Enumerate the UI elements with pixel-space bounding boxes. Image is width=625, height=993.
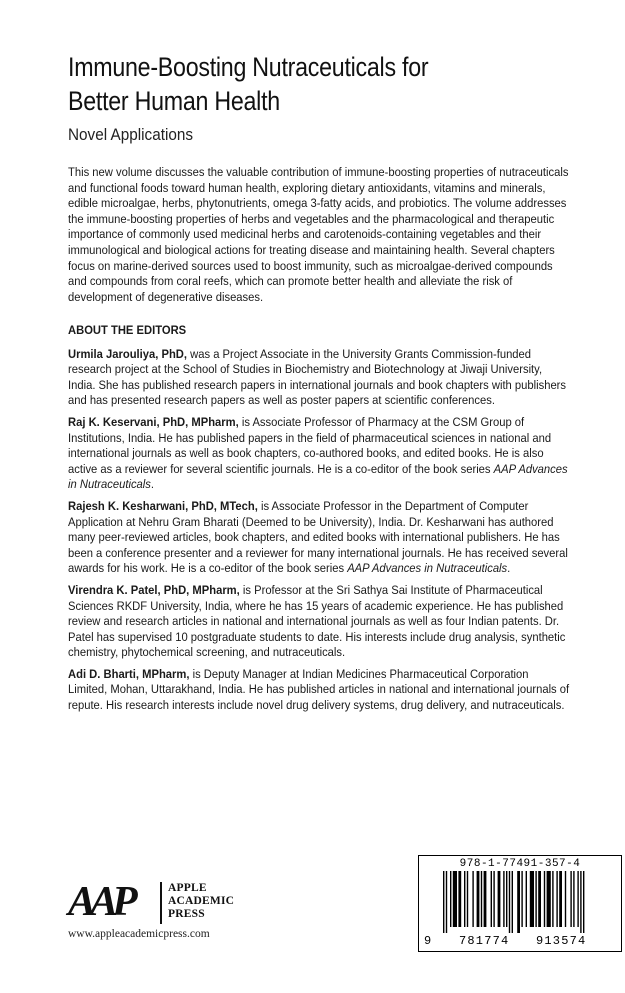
- isbn-number: 978-1-77491-357-4: [459, 858, 581, 870]
- editor-name: Urmila Jarouliya, PhD,: [68, 346, 188, 361]
- barcode-bar: [467, 871, 468, 927]
- editor-bio-text: was a Project Associate in the University Grants Commission-funded research project at the School of Studies in Biochemistry and Biotechnology at Jiwaji University, India. She has published research papers in international journals and book chapters with publishers and has presented research papers as well as poster papers at scientific conferences.: [68, 346, 567, 408]
- editor-bio-text: is Deputy Manager at Indian Medicines Pharmaceutical Corporation Limited, Mohan, Uttarakhand, India. He has published articles in national and international journals of repute. His research interests include novel drug delivery systems, drug delivery, and nutraceuticals.: [68, 666, 570, 713]
- barcode-bar: [453, 871, 457, 927]
- barcode-bar: [491, 871, 492, 927]
- editor-bio: [68, 583, 569, 661]
- publisher-name-line-3: PRESS: [168, 908, 205, 920]
- barcode-bar: [530, 871, 534, 927]
- barcode-bars: [421, 871, 619, 935]
- barcode-digits-left: 781774: [459, 934, 510, 948]
- barcode-bar: [443, 871, 444, 933]
- barcode-bar: [521, 871, 522, 927]
- barcode-bar: [506, 871, 507, 927]
- editor-bio-text: is Professor at the Sri Sathya Sai Institute of Pharmaceutical Sciences RKDF University, India, where he has 15 years of academic experience. He has published review and research articles in national and international journals as well as four Indian patents. Dr. Patel has supervised 10 postgraduate students to date. His interests include drug analysis, synthetic chemistry, phytochemical screening, and nutraceuticals.: [68, 582, 566, 660]
- barcode-digits-right: 913574: [536, 934, 587, 948]
- barcode-bar: [498, 871, 501, 927]
- barcode-bar: [517, 871, 520, 933]
- editor-name: Rajesh K. Kesharwani, PhD, MTech,: [68, 498, 258, 513]
- barcode-bar: [573, 871, 574, 927]
- barcode-bar: [538, 871, 541, 927]
- barcode-bar: [583, 871, 584, 933]
- publisher-name: [168, 882, 234, 921]
- barcode-bar: [477, 871, 480, 927]
- editor-bio-end: .: [150, 477, 155, 492]
- editor-name: Virendra K. Patel, PhD, MPharm,: [68, 582, 240, 597]
- barcode-bar: [535, 871, 536, 927]
- barcode-bar: [464, 871, 465, 927]
- barcode-bar: [484, 871, 487, 927]
- publisher-website: www.appleacademicpress.com: [68, 928, 210, 940]
- isbn-barcode: [418, 855, 622, 952]
- editor-name: Raj K. Keservani, PhD, MPharm,: [68, 414, 239, 429]
- barcode-bar: [556, 871, 557, 927]
- editor-bio: [68, 499, 569, 577]
- barcode-bar: [493, 871, 494, 927]
- editor-bio-text: is Associate Professor of Pharmacy at the CSM Group of Institutions, India. He has published papers in the field of pharmaceutical sciences in national and international journals as well as book chapters, co-authored books, and edited books. He is also active as a reviewer for several scientific journals. He is a co-editor of the book series: [68, 414, 552, 476]
- barcode-bar: [526, 871, 527, 927]
- book-series-name: AAP Advances in Nutraceuticals: [347, 561, 508, 576]
- about-editors-section: [68, 323, 569, 720]
- barcode-bar: [552, 871, 553, 927]
- barcode-bar: [547, 871, 551, 927]
- barcode-bar: [472, 871, 473, 927]
- aap-logo-mark: AAP: [68, 879, 132, 925]
- publisher-name-line-2: ACADEMIC: [168, 895, 235, 907]
- barcode-bar: [570, 871, 571, 927]
- book-title-line-2: Better Human Health: [68, 86, 280, 116]
- logo-divider: [160, 882, 162, 924]
- barcode-bar: [559, 871, 562, 927]
- barcode-bar: [458, 871, 461, 927]
- book-series-name: AAP Advances in Nutraceuticals: [68, 461, 568, 492]
- barcode-bar: [544, 871, 545, 927]
- barcode-bar: [481, 871, 482, 927]
- editor-bio: [68, 415, 569, 493]
- editor-name: Adi D. Bharti, MPharm,: [68, 666, 190, 681]
- barcode-bar: [450, 871, 451, 927]
- barcode-bar: [577, 871, 578, 927]
- publisher-name-line-1: APPLE: [168, 882, 207, 894]
- editor-bio: [68, 347, 569, 409]
- barcode-bar: [580, 871, 581, 933]
- barcode-bar: [509, 871, 510, 933]
- book-title-line-1: Immune-Boosting Nutraceuticals for: [68, 52, 429, 82]
- barcode-bar: [446, 871, 447, 933]
- book-description: This new volume discusses the valuable contribution of immune-boosting properties of nutraceuticals and functional foods toward human health, exploring dietary antioxidants, vitamins and minerals, edible microalgae, herbs, phytonutrients, omega 3-fatty acids, and probiotics. The volume addresses the immune-boosting properties of herbs and vegetables and the pharmacological and therapeutic importance of commonly used medicinal herbs and carotenoids-containing vegetables and their immunological and biological actions for treating disease and maintaining health. Several chapters focus on marine-derived sources used to boost immunity, such as microalgae-derived compounds and compounds from coral reefs, which can promote better health and alleviate the risk of development of degenerative diseases.: [68, 165, 569, 304]
- barcode-bar: [503, 871, 504, 927]
- editors-heading: ABOUT THE EDITORS: [68, 323, 187, 337]
- editor-bio-end: .: [507, 561, 511, 576]
- editor-bio-text: is Associate Professor in the Department of Computer Application at Nehru Gram Bharati (Deemed to be University), India. Dr. Kesharwani has authored many peer-reviewed articles, book chapters, and edited books with international publishers. He has been a conference presenter and a reviewer for many international journals. He has received several awards for his work. He is a co-editor of the book series: [68, 498, 568, 576]
- editor-bio: [68, 667, 569, 714]
- barcode-digit-first: 9: [424, 934, 432, 948]
- book-subtitle: Novel Applications: [68, 125, 194, 144]
- barcode-bar: [565, 871, 566, 927]
- barcode-bar: [512, 871, 513, 933]
- book-title: [68, 50, 515, 118]
